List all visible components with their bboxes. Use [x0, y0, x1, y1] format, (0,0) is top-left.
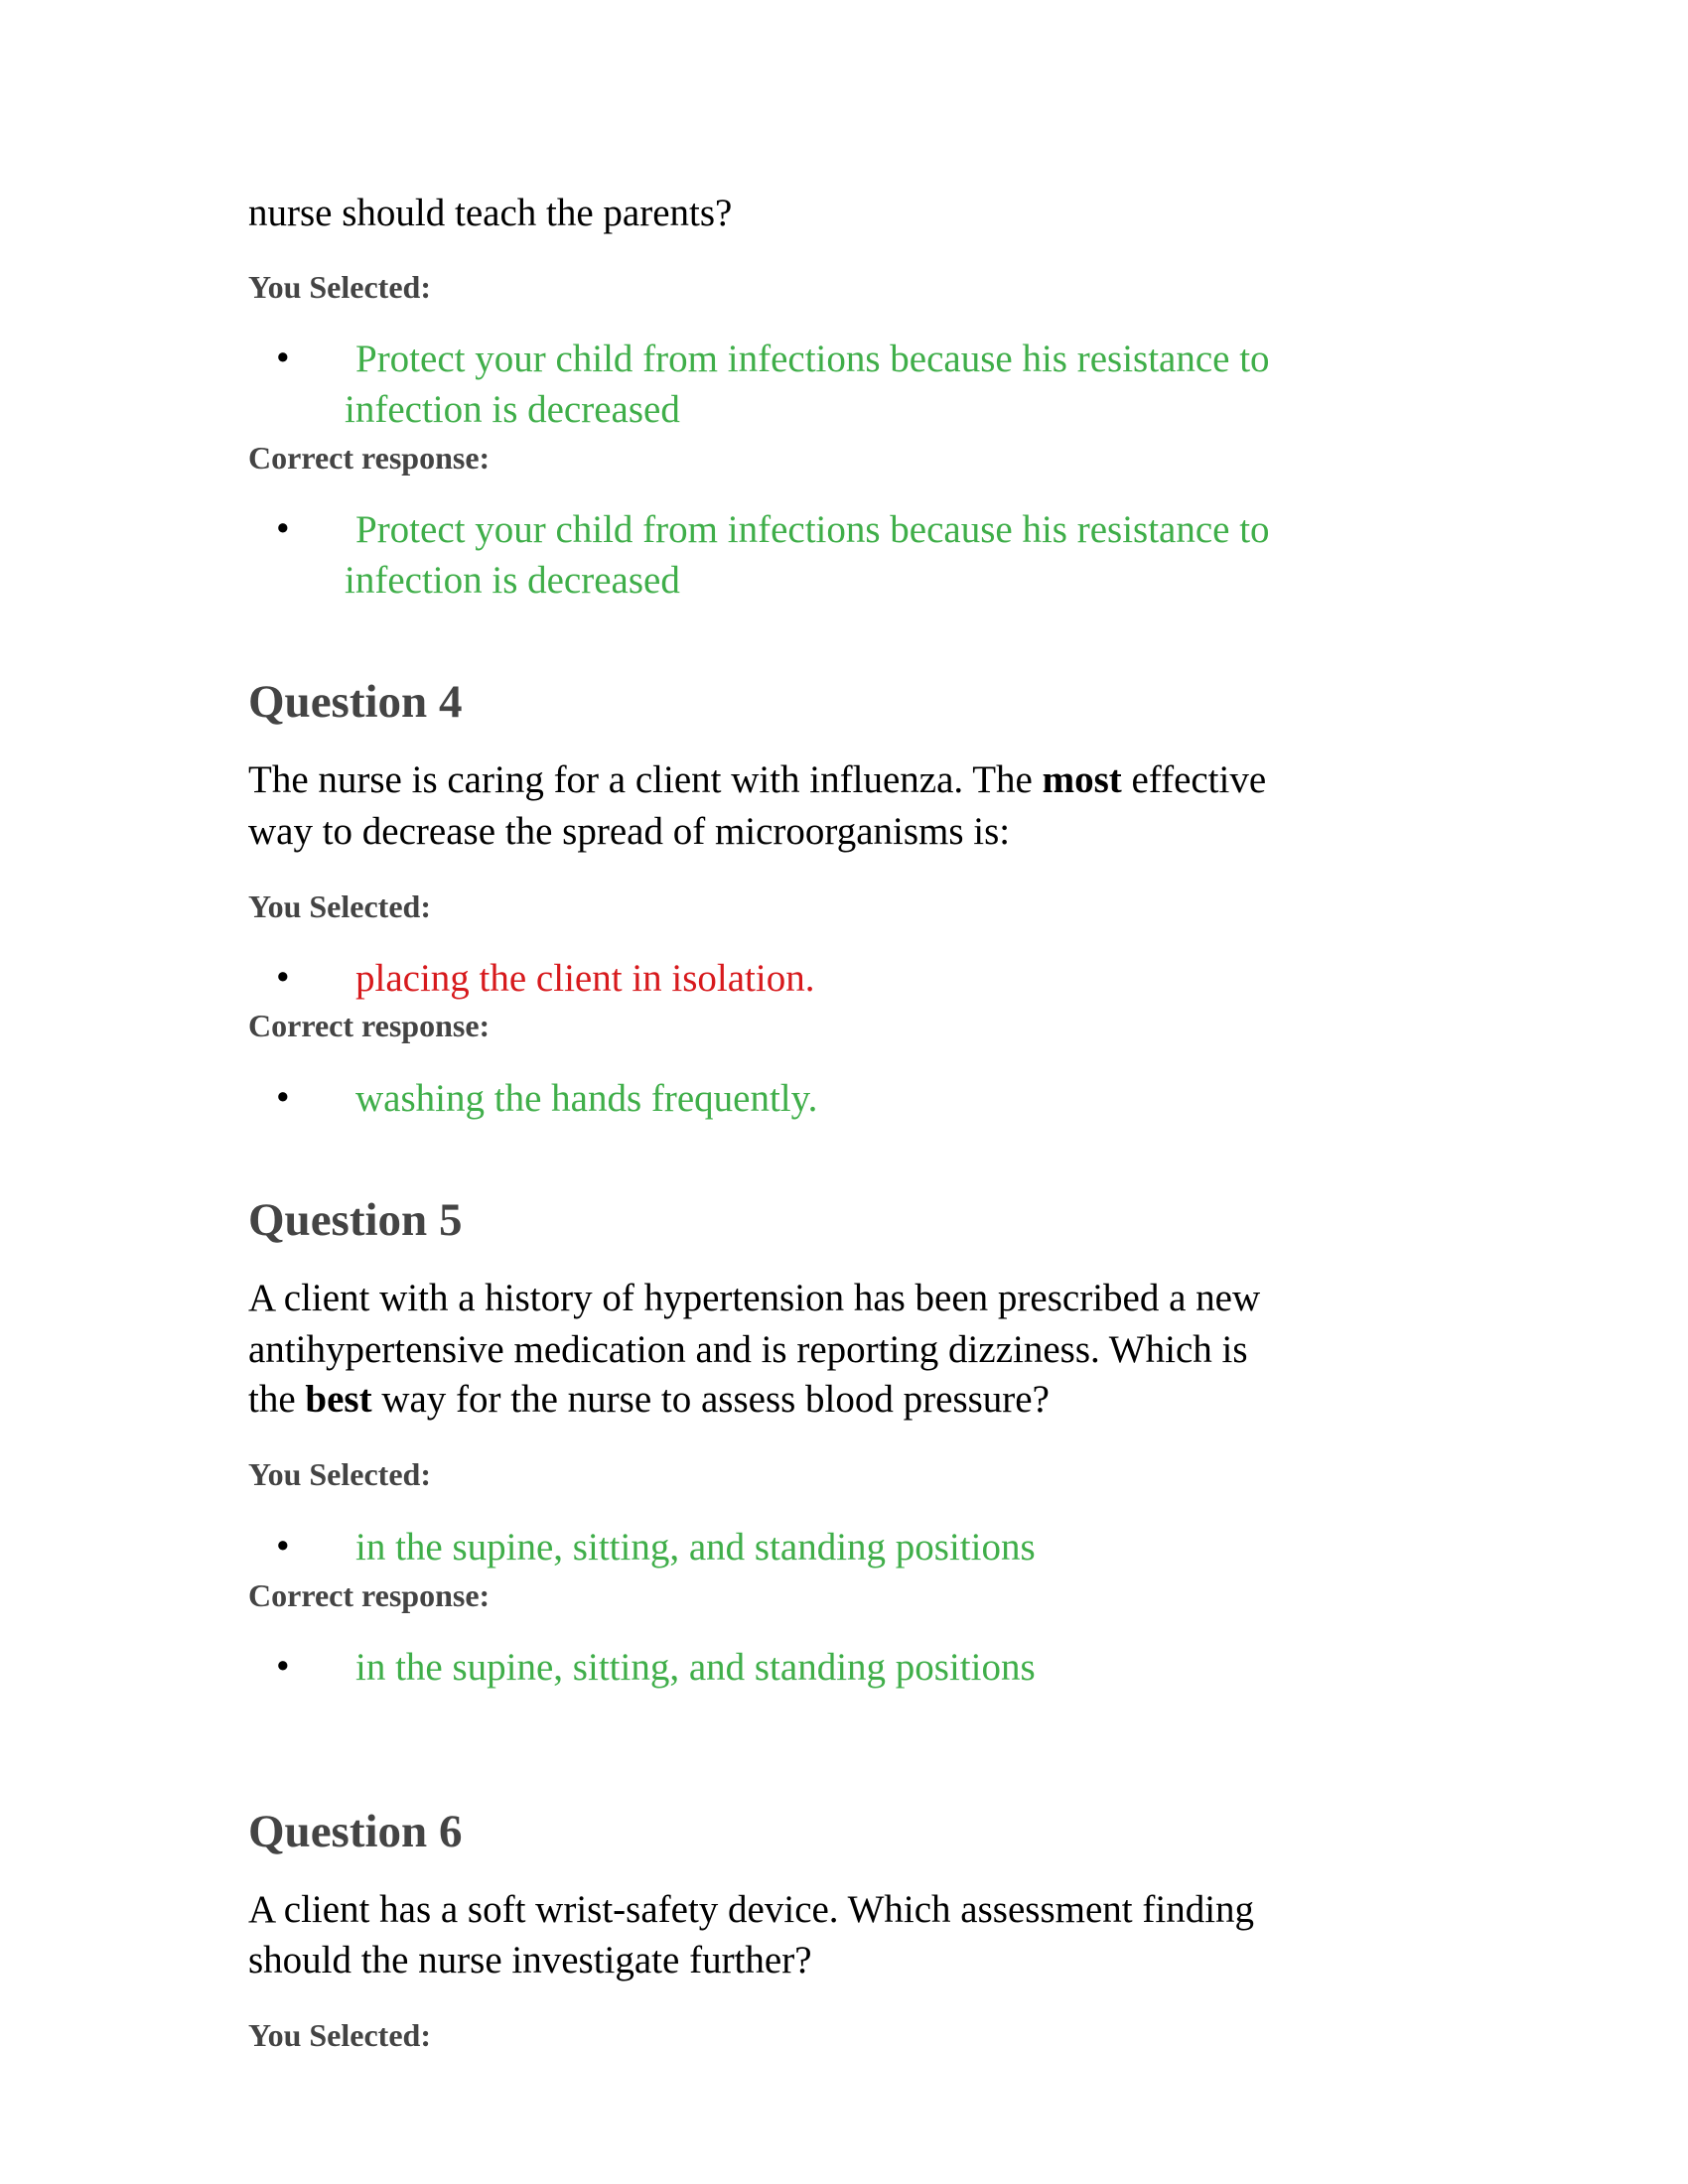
question-heading: Question 4: [248, 676, 463, 728]
you-selected-label: You Selected:: [248, 2017, 431, 2053]
question-text-line: A client with a history of hypertension has been prescribed a new: [248, 1277, 1261, 1319]
correct-answer: in the supine, sitting, and standing positions: [355, 1646, 1036, 1689]
selected-answer: Protect your child from infections because his resistance to infection is decreased: [345, 338, 1270, 431]
emphasis: best: [305, 1378, 372, 1421]
question-text-line: should the nurse investigate further?: [248, 1939, 812, 1981]
selected-answer: in the supine, sitting, and standing positions: [355, 1526, 1036, 1569]
correct-response-label: Correct response:: [248, 1008, 491, 1043]
question-text: [248, 1375, 1050, 1425]
bullet-icon: •: [276, 507, 290, 550]
question-text-part: effective: [1121, 758, 1267, 801]
intro-tail: nurse should teach the parents?: [248, 192, 733, 234]
correct-response-label: Correct response:: [248, 440, 491, 476]
correct-answer: Protect your child from infections because his resistance to infection is decreased: [345, 508, 1270, 602]
question-text-line: antihypertensive medication and is reporting dizziness. Which is: [248, 1328, 1248, 1371]
question-text-line: A client has a soft wrist-safety device. Which assessment finding: [248, 1888, 1255, 1931]
correct-answer: washing the hands frequently.: [355, 1077, 818, 1120]
question-text-part: the: [248, 1378, 306, 1421]
bullet-icon: •: [276, 337, 290, 379]
question-text: [248, 755, 1266, 805]
question-text-part: way for the nurse to assess blood pressure?: [371, 1378, 1050, 1421]
you-selected-label: You Selected:: [248, 1456, 431, 1492]
question-text-line: way to decrease the spread of microorganisms is:: [248, 810, 1011, 853]
you-selected-label: You Selected:: [248, 269, 431, 305]
question-heading: Question 5: [248, 1194, 463, 1246]
bullet-icon: •: [276, 1525, 290, 1568]
selected-answer-incorrect: placing the client in isolation.: [355, 957, 815, 1000]
question-heading: Question 6: [248, 1806, 463, 1857]
you-selected-label: You Selected:: [248, 888, 431, 924]
bullet-icon: •: [276, 1076, 290, 1119]
question-text-part: The nurse is caring for a client with influenza. The: [248, 758, 1043, 801]
bullet-icon: •: [276, 956, 290, 999]
correct-response-label: Correct response:: [248, 1577, 491, 1613]
bullet-icon: •: [276, 1645, 290, 1688]
emphasis: most: [1042, 758, 1122, 801]
